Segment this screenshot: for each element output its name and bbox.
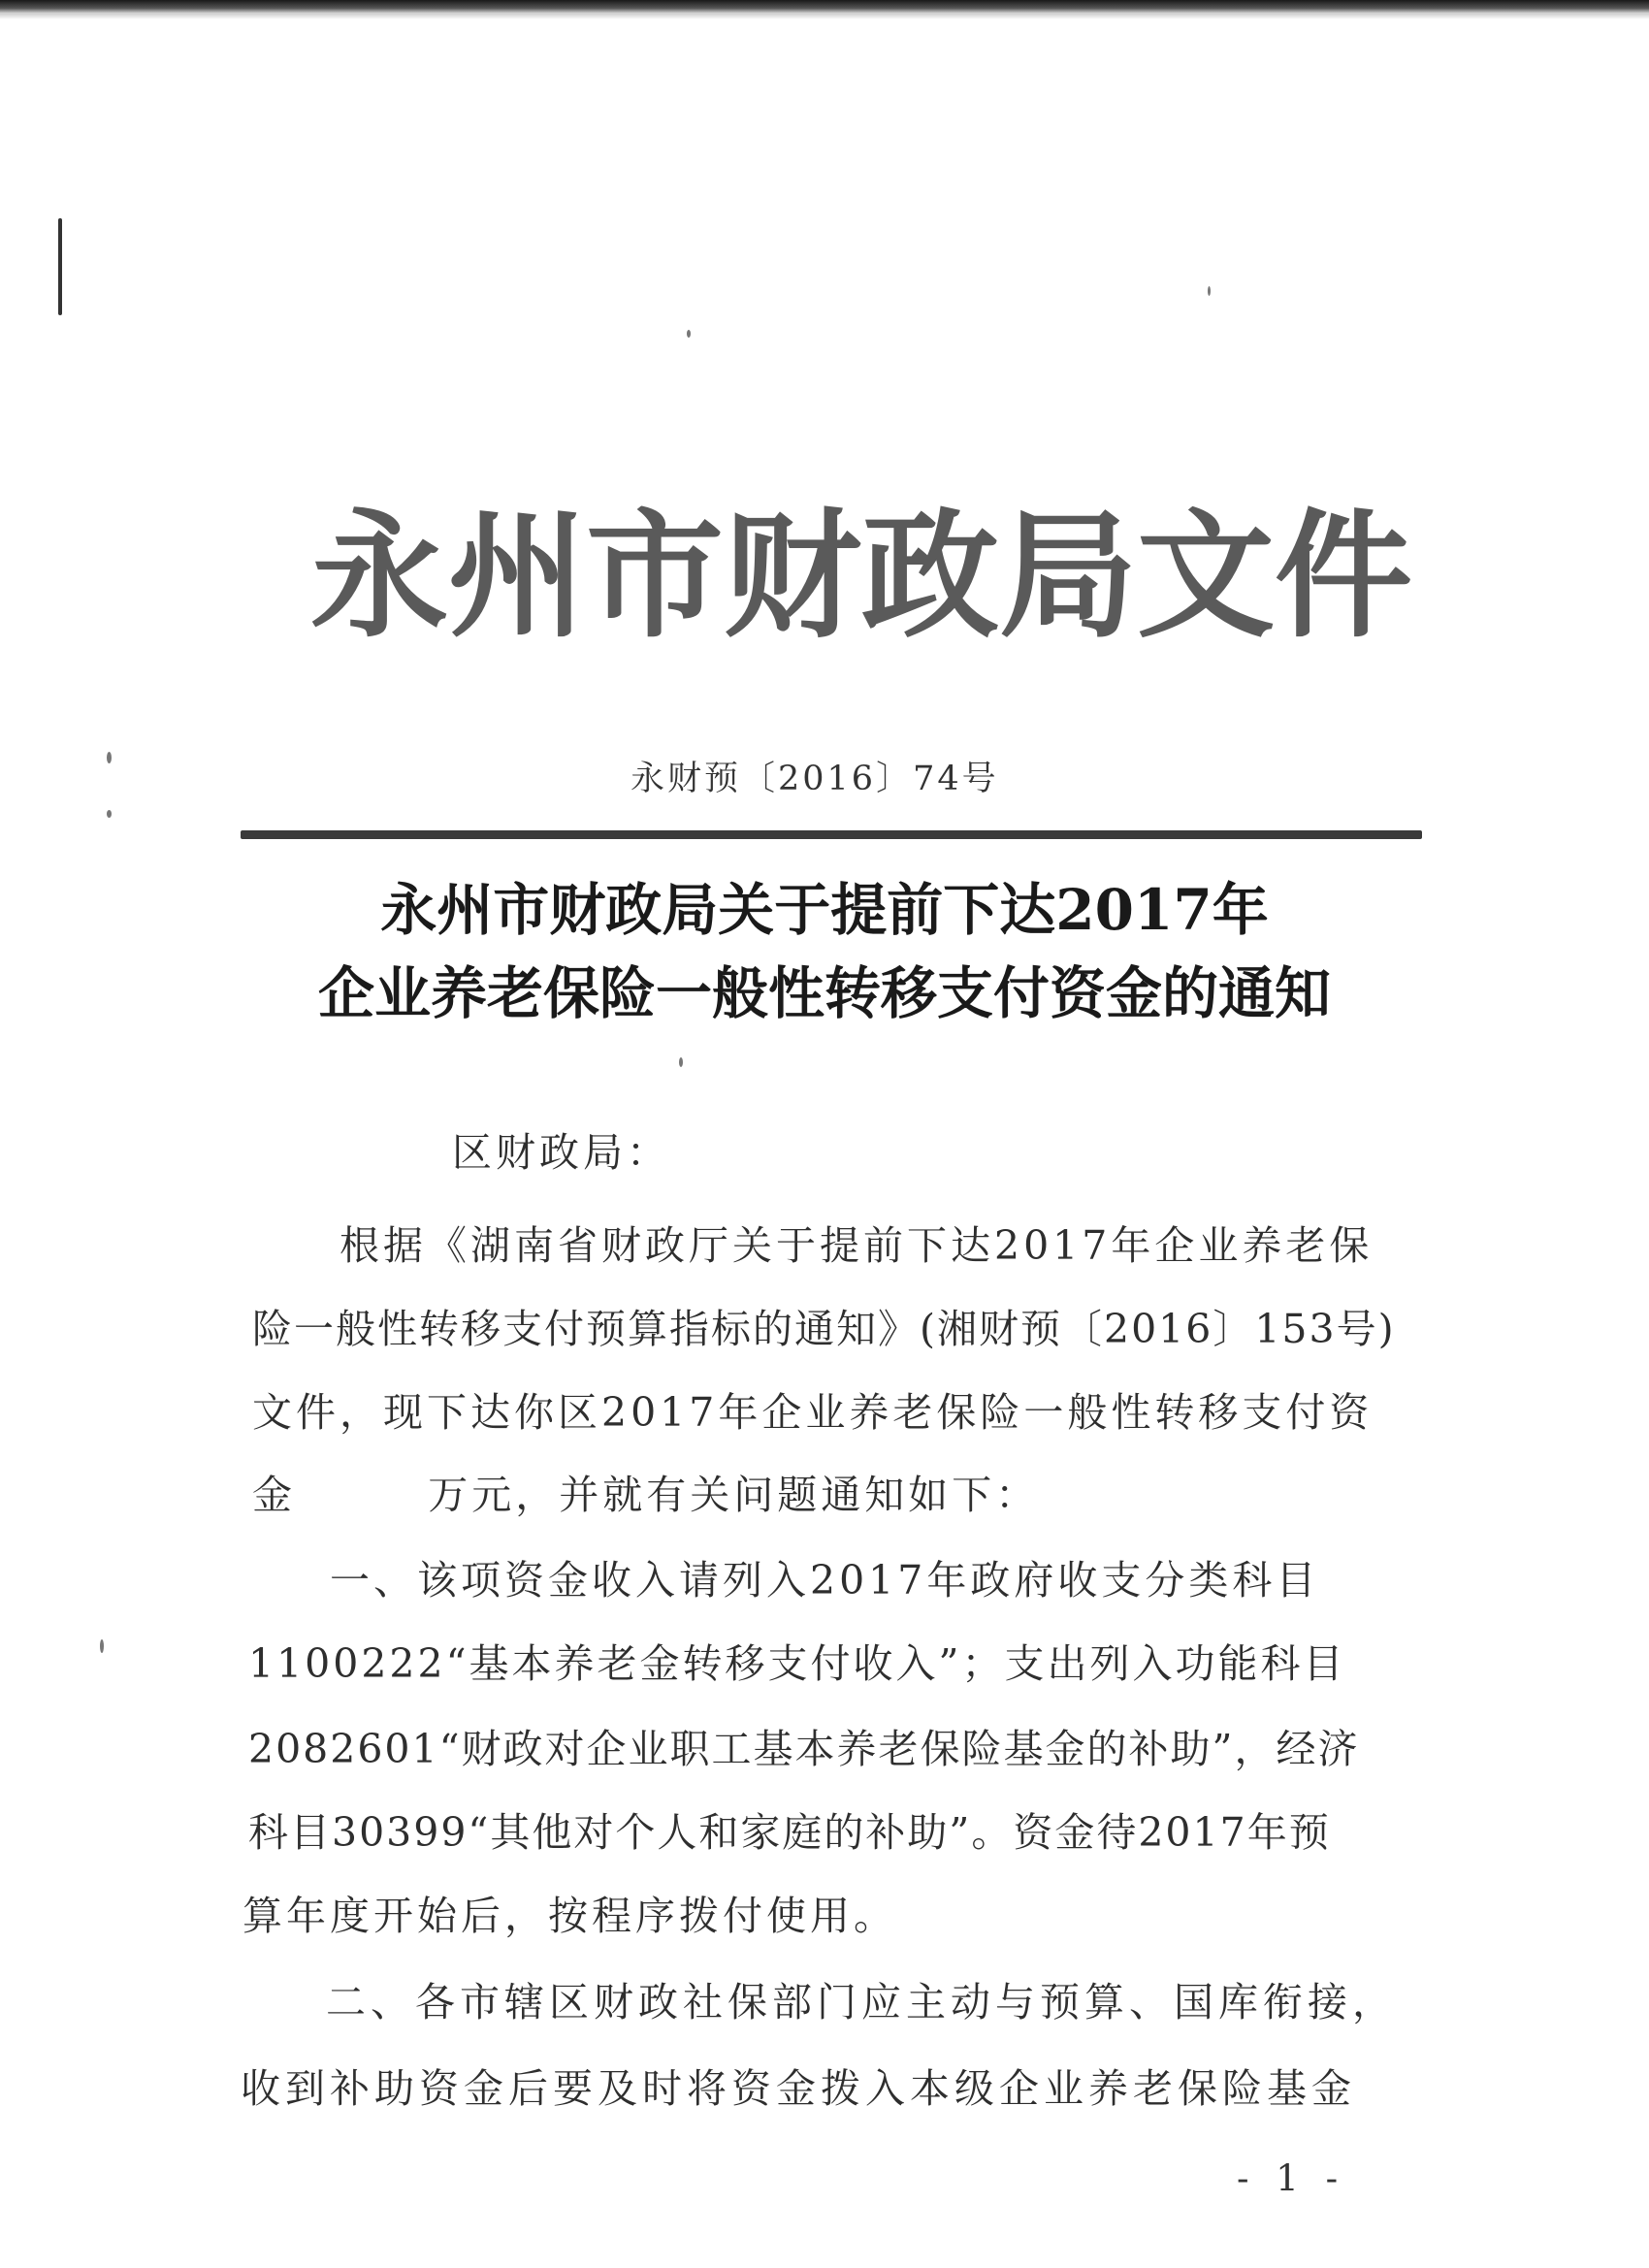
body-line: 金 万元，并就有关问题通知如下： bbox=[252, 1472, 1040, 1518]
heading-char: 州 bbox=[448, 497, 586, 657]
scan-top-edge bbox=[0, 0, 1649, 14]
addressee: 区财政局： bbox=[452, 1129, 670, 1176]
scan-speck bbox=[100, 1639, 104, 1653]
header-divider bbox=[241, 830, 1422, 839]
body-line: 收到补助资金后要及时将资金拨入本级企业养老保险基金 bbox=[241, 2065, 1356, 2112]
heading-char: 政 bbox=[861, 497, 999, 657]
title-line: 企业养老保险一般性转移支付资金的通知 bbox=[317, 960, 1331, 1026]
body-line: 文件，现下达你区2017年企业养老保险一般性转移支付资 bbox=[252, 1389, 1374, 1436]
heading-char: 市 bbox=[586, 497, 724, 657]
body-line: 科目30399“其他对个人和家庭的补助”。资金待2017年预 bbox=[248, 1809, 1331, 1856]
heading-char: 文 bbox=[1137, 497, 1275, 657]
title-line: 永州市财政局关于提前下达2017年 bbox=[380, 877, 1269, 943]
staple-mark bbox=[58, 218, 62, 315]
scan-speck bbox=[687, 330, 691, 338]
scan-speck bbox=[107, 752, 112, 763]
body-line: 二、各市辖区财政社保部门应主动与预算、国库衔接， bbox=[326, 1979, 1397, 2025]
document-number: 永财预〔2016〕74号 bbox=[630, 760, 999, 798]
page-number: - 1 - bbox=[1237, 2157, 1346, 2199]
heading-char: 永 bbox=[310, 497, 448, 657]
body-line: 一、该项资金收入请列入2017年政府收支分类科目 bbox=[330, 1557, 1320, 1604]
document-heading bbox=[310, 485, 1412, 669]
scan-speck bbox=[107, 810, 112, 818]
body-line: 算年度开始后，按程序拨付使用。 bbox=[242, 1893, 897, 1939]
body-line: 2082601“财政对企业职工基本养老保险基金的补助”，经济 bbox=[248, 1726, 1360, 1772]
scan-top-shadow bbox=[0, 14, 1649, 19]
body-line: 根据《湖南省财政厅关于提前下达2017年企业养老保 bbox=[340, 1222, 1374, 1269]
heading-char: 财 bbox=[724, 497, 861, 657]
heading-char: 局 bbox=[999, 497, 1137, 657]
body-line: 1100222“基本养老金转移支付收入”；支出列入功能科目 bbox=[248, 1640, 1346, 1687]
scan-speck bbox=[1208, 286, 1211, 296]
scan-speck bbox=[679, 1057, 683, 1067]
document-title bbox=[0, 868, 1649, 1035]
heading-char: 件 bbox=[1275, 497, 1412, 657]
body-line: 险一般性转移支付预算指标的通知》(湘财预〔2016〕153号) bbox=[252, 1306, 1396, 1352]
